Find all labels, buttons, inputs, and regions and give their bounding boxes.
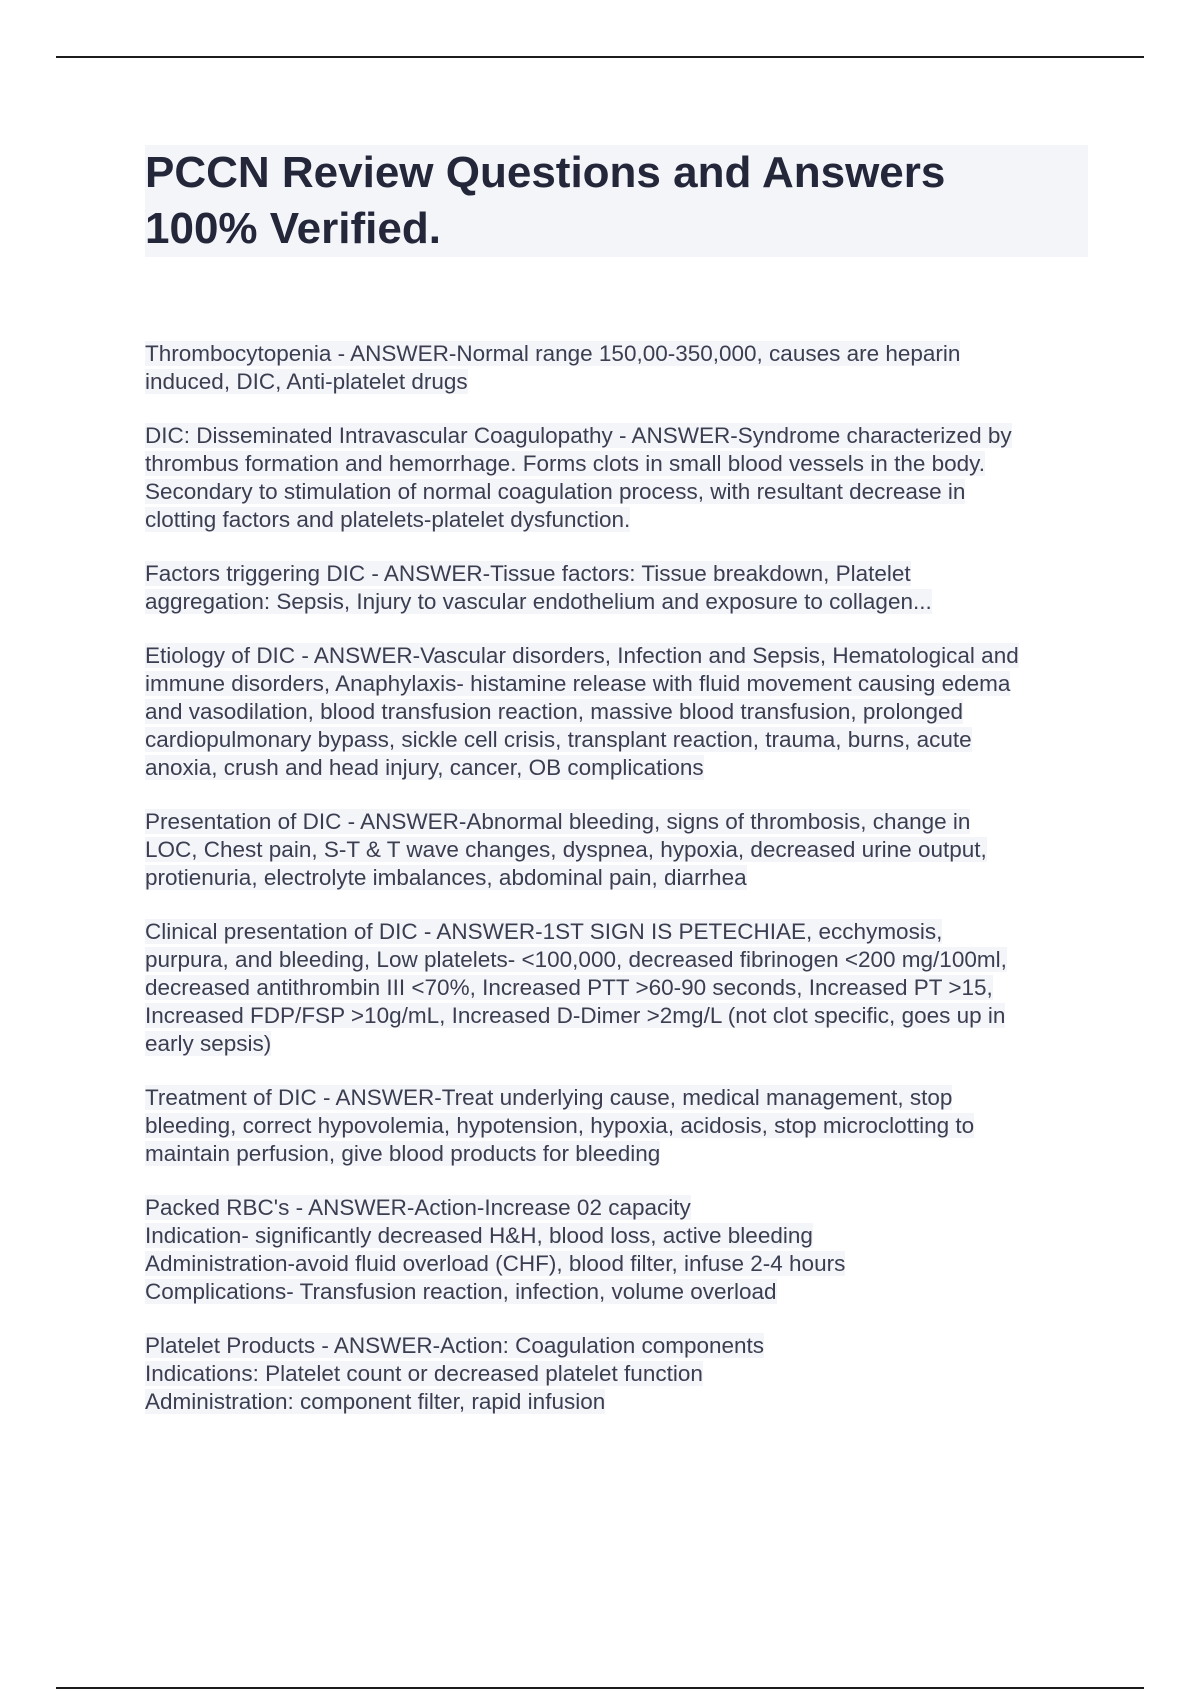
qa-text: Packed RBC's - ANSWER-Action-Increase 02 capacity Indication- significantly decreased H&H, blood loss, active bleeding Administration-avoid fluid overload (CHF), blood filter, infuse 2-4 hours Complications- Transfusion reaction, infection, volume overload <box>145 1195 846 1304</box>
qa-text: Factors triggering DIC - ANSWER-Tissue factors: Tissue breakdown, Platelet aggregation: Sepsis, Injury to vascular endothelium and exposure to collagen... <box>145 561 932 614</box>
qa-text: Presentation of DIC - ANSWER-Abnormal bleeding, signs of thrombosis, change in LOC, Chest pain, S-T & T wave changes, dyspnea, hypoxia, decreased urine output, protienuria, electrolyte imbalances, abdominal pain, diarrhea <box>145 809 987 890</box>
qa-text: Clinical presentation of DIC - ANSWER-1ST SIGN IS PETECHIAE, ecchymosis, purpura, and bleeding, Low platelets- <100,000, decreased fibrinogen <200 mg/100ml, decreased antithrombin III <70%, Increased PTT >60-90 seconds, Increased PT >15, Increased FDP/FSP >10g/mL, Increased D-Dimer >2mg/L (not clot specific, goes up in early sepsis) <box>145 919 1007 1056</box>
top-rule <box>56 56 1144 58</box>
qa-entry-thrombocytopenia <box>145 340 1095 396</box>
qa-text: Treatment of DIC - ANSWER-Treat underlying cause, medical management, stop bleeding, correct hypovolemia, hypotension, hypoxia, acidosis, stop microclotting to maintain perfusion, give blood products for bleeding <box>145 1085 975 1166</box>
qa-entry-platelet-products <box>145 1332 1095 1416</box>
title-block <box>145 145 1088 257</box>
qa-entry-dic-treatment <box>145 1084 1095 1168</box>
qa-entry-dic-etiology <box>145 642 1095 782</box>
qa-text: Etiology of DIC - ANSWER-Vascular disorders, Infection and Sepsis, Hematological and immune disorders, Anaphylaxis- histamine release with fluid movement causing edema and vasodilation, blood transfusion reaction, massive blood transfusion, prolonged cardiopulmonary bypass, sickle cell crisis, transplant reaction, trauma, burns, acute anoxia, crush and head injury, cancer, OB complications <box>145 643 1019 780</box>
qa-text: Thrombocytopenia - ANSWER-Normal range 150,00-350,000, causes are heparin induced, DIC, Anti-platelet drugs <box>145 341 961 394</box>
qa-text: DIC: Disseminated Intravascular Coagulopathy - ANSWER-Syndrome characterized by thrombus formation and hemorrhage. Forms clots in small blood vessels in the body. Secondary to stimulation of normal coagulation process, with resultant decrease in clotting factors and platelets-platelet dysfunction. <box>145 423 1012 532</box>
bottom-rule <box>56 1687 1144 1689</box>
qa-entry-packed-rbc <box>145 1194 1095 1306</box>
qa-text: Platelet Products - ANSWER-Action: Coagulation components Indications: Platelet count or decreased platelet function Administration: component filter, rapid infusion <box>145 1333 765 1414</box>
qa-entry-dic-clinical <box>145 918 1095 1058</box>
qa-entry-dic-triggers <box>145 560 1095 616</box>
qa-entry-dic-presentation <box>145 808 1095 892</box>
qa-list <box>145 340 1095 1442</box>
page-title: PCCN Review Questions and Answers 100% Verified. <box>145 148 946 253</box>
qa-entry-dic-definition <box>145 422 1095 534</box>
